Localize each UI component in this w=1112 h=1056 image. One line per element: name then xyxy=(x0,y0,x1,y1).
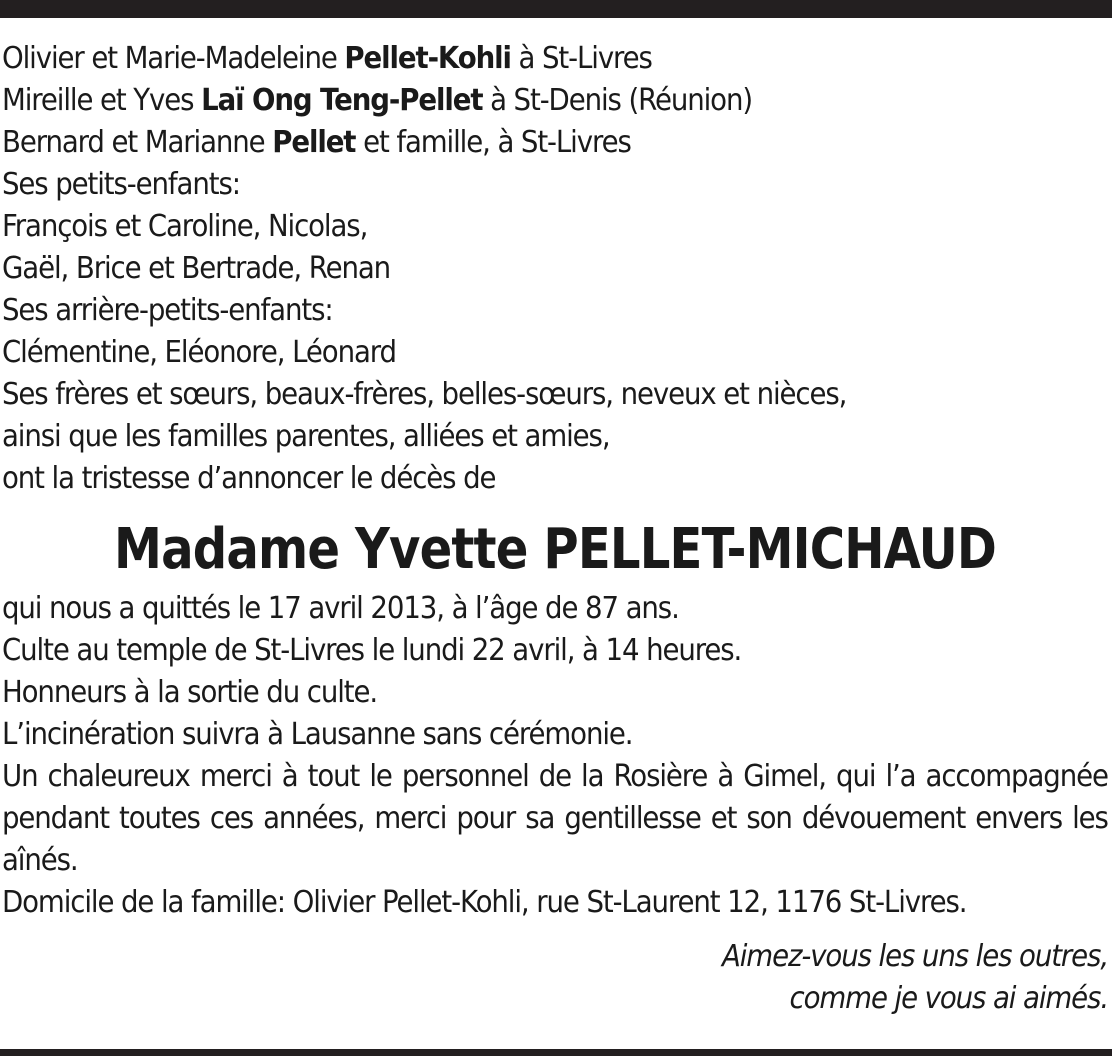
grandchildren-line: Gaël, Brice et Bertrade, Renan xyxy=(2,251,391,286)
grandchildren-heading: Ses petits-enfants: xyxy=(2,167,240,202)
family-location: à St-Livres xyxy=(510,41,652,76)
thanks-paragraph xyxy=(2,756,1108,882)
family-surname: Pellet-Kohli xyxy=(344,41,511,76)
family-names: Bernard et Marianne xyxy=(2,125,273,160)
service-line: Culte au temple de St-Livres le lundi 22 avril, à 14 heures. xyxy=(2,633,742,668)
grandchildren-line: François et Caroline, Nicolas, xyxy=(2,209,368,244)
bottom-rule xyxy=(0,1049,1112,1056)
cremation-line: L’incinération suivra à Lausanne sans cérémonie. xyxy=(2,717,633,752)
honours-line: Honneurs à la sortie du culte. xyxy=(2,675,378,710)
family-surname: Laï Ong Teng-Pellet xyxy=(201,83,483,118)
relatives-line: ainsi que les familles parentes, alliées et amies, xyxy=(2,419,610,454)
great-grandchildren-heading: Ses arrière-petits-enfants: xyxy=(2,293,333,328)
family-line xyxy=(2,122,1020,164)
deceased-name: Madame Yvette PELLET-MICHAUD xyxy=(114,517,996,582)
great-grandchildren-line: Clémentine, Eléonore, Léonard xyxy=(2,335,396,370)
relatives-line: Ses frères et sœurs, beaux-frères, belles-sœurs, neveux et nièces, xyxy=(2,377,847,412)
motto-line: comme je vous ai aimés. xyxy=(789,981,1108,1016)
motto-line: Aimez-vous les uns les outres, xyxy=(721,939,1108,974)
family-location: à St-Denis (Réunion) xyxy=(482,83,753,118)
domicile-line: Domicile de la famille: Olivier Pellet-Kohli, rue St-Laurent 12, 1176 St-Livres. xyxy=(2,885,967,920)
death-date-line: qui nous a quittés le 17 avril 2013, à l’âge de 87 ans. xyxy=(2,591,679,626)
family-names: Olivier et Marie-Madeleine xyxy=(2,41,345,76)
family-line xyxy=(2,38,1020,80)
family-location: et famille, à St-Livres xyxy=(355,125,631,160)
top-rule xyxy=(0,0,1112,18)
thanks-text: Un chaleureux merci à tout le personnel de la Rosière à Gimel, qui l’a accompagnée pendant toutes ces années, merci pour sa gentillesse et son dévouement envers les aînés. xyxy=(2,759,1108,878)
family-surname: Pellet xyxy=(272,125,356,160)
family-line xyxy=(2,80,1020,122)
announcement-line: ont la tristesse d’annoncer le décès de xyxy=(2,461,496,496)
obituary-notice xyxy=(2,38,1108,1020)
family-names: Mireille et Yves xyxy=(2,83,202,118)
